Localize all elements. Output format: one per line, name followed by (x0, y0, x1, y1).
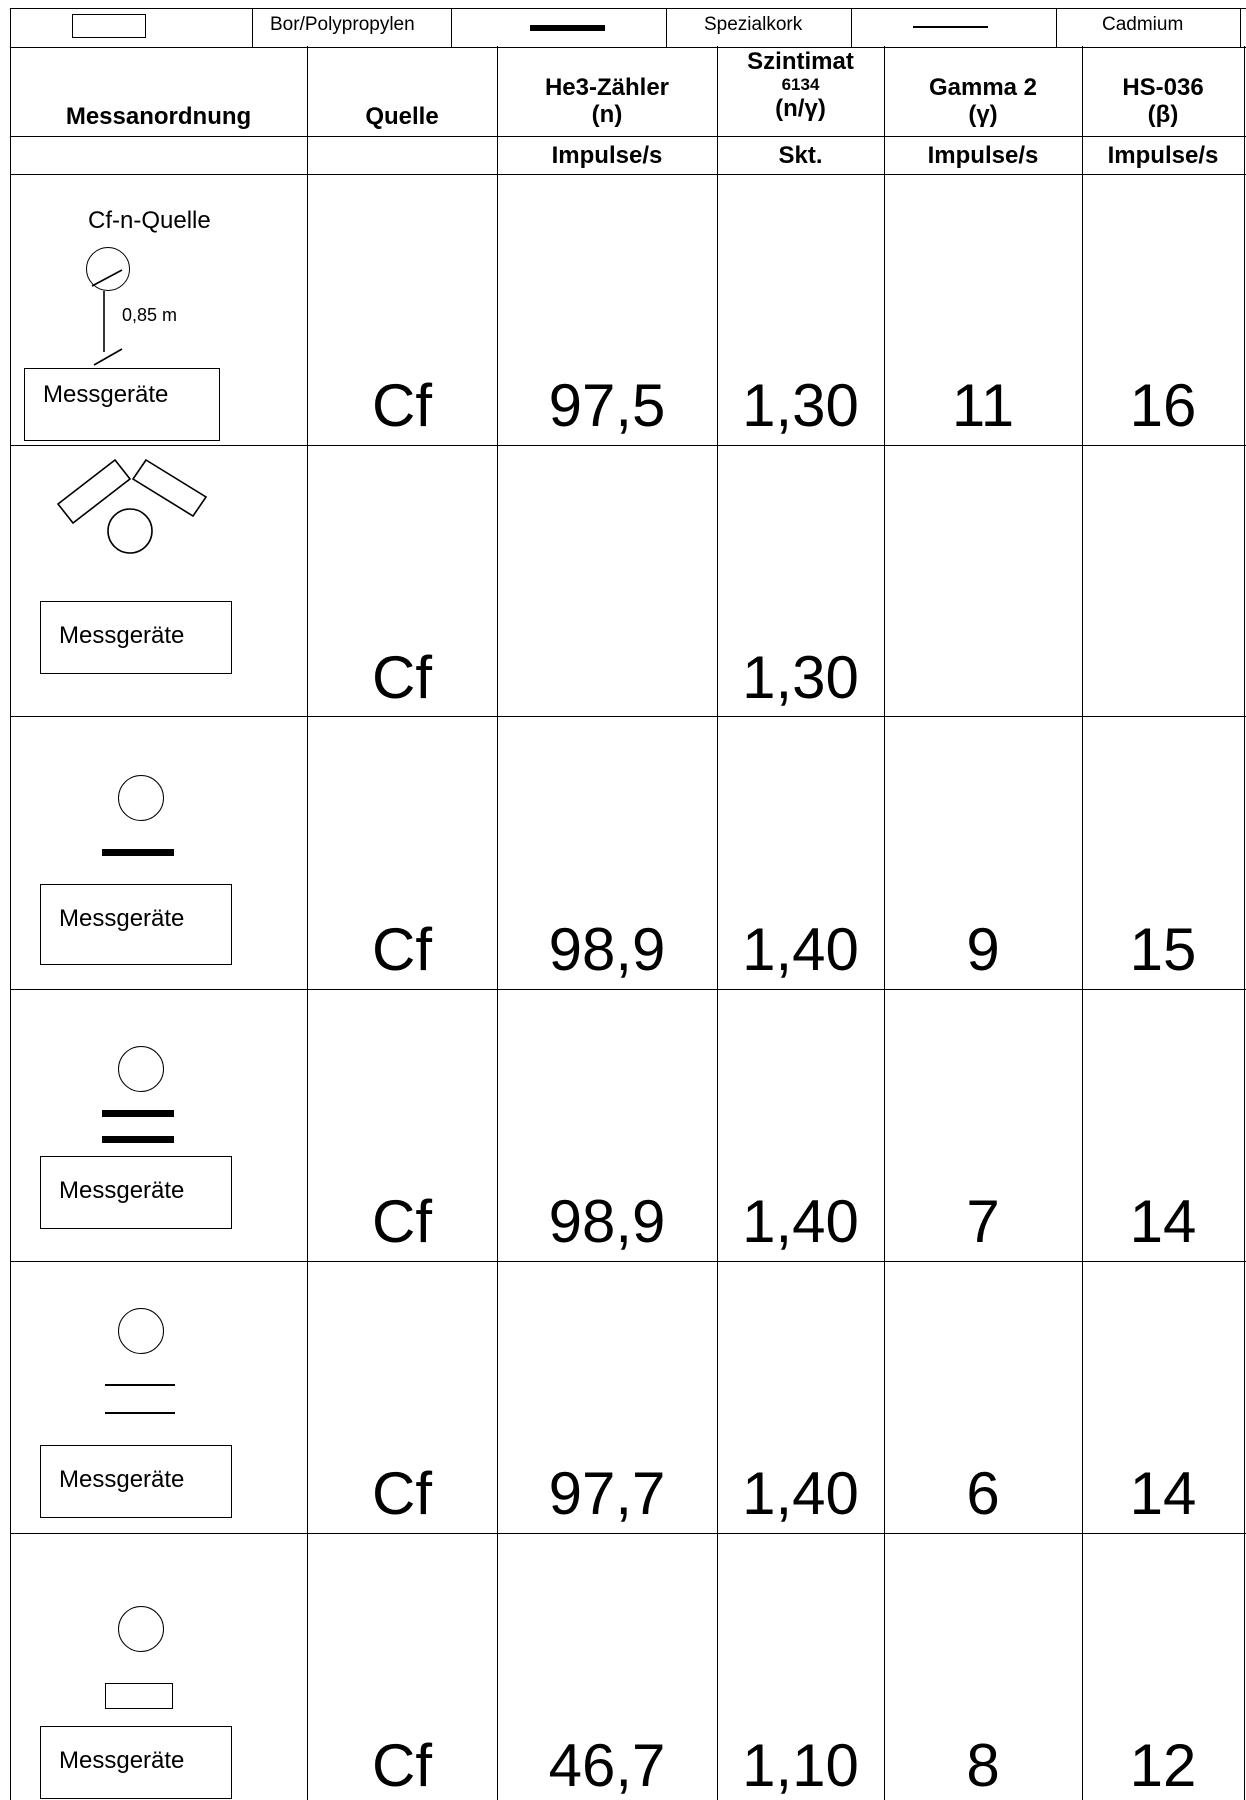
row-divider (10, 1533, 1246, 1534)
legend-label-cadmium: Cadmium (1102, 14, 1184, 35)
legend-divider (1056, 9, 1057, 47)
header-hs-sub: (β) (1147, 101, 1179, 128)
header-quelle: Quelle (365, 103, 439, 130)
header-messanordnung: Messanordnung (65, 103, 252, 130)
header-he3-sub: (n) (591, 101, 623, 128)
header-gamma-title: Gamma 2 (928, 74, 1038, 101)
row-divider (10, 1261, 1246, 1262)
legend-symbol-bor-rectangle (72, 14, 146, 38)
header-szintimat-model: 6134 (781, 75, 820, 94)
cell-hs: 16 (1129, 372, 1197, 439)
cell-he3: 97,7 (548, 1460, 666, 1527)
cell-szintimat: 1,30 (742, 644, 859, 711)
legend-divider (1240, 9, 1241, 47)
instruments-box (24, 368, 220, 441)
cell-szintimat: 1,40 (742, 1460, 859, 1527)
source-circle (118, 1606, 164, 1652)
cell-quelle: Cf (372, 372, 432, 439)
cell-gamma: 7 (966, 1188, 1000, 1255)
cell-szintimat: 1,40 (742, 1188, 859, 1255)
legend-divider (10, 9, 11, 47)
row-divider (10, 989, 1246, 990)
instruments-label: Messgeräte (59, 1747, 185, 1774)
legend-symbol-spezialkork-thick-line (530, 25, 605, 31)
cell-gamma: 6 (966, 1460, 1000, 1527)
instruments-box (40, 1726, 232, 1799)
source-circle (118, 1046, 164, 1092)
legend-divider (451, 9, 452, 47)
cell-hs: 14 (1129, 1188, 1197, 1255)
legend-label-spezialkork: Spezialkork (704, 14, 803, 35)
distance-label: 0,85 m (122, 305, 178, 325)
legend-divider (666, 9, 667, 47)
header-szintimat-title: Szintimat (747, 48, 854, 75)
cell-quelle: Cf (372, 1460, 432, 1527)
cell-hs: 12 (1129, 1732, 1197, 1799)
cell-hs: 15 (1129, 916, 1197, 983)
header-he3-title: He3-Zähler (544, 74, 670, 101)
header-hs036 (1082, 74, 1244, 128)
spezialkork-plate (102, 849, 174, 856)
instruments-label: Messgeräte (59, 905, 185, 932)
header-he3-zaehler (497, 74, 717, 128)
unit-gamma: Impulse/s (927, 142, 1039, 169)
tilted-plates (10, 445, 307, 565)
cell-szintimat: 1,40 (742, 916, 859, 983)
instruments-label: Messgeräte (59, 622, 185, 649)
cell-he3: 98,9 (548, 1188, 666, 1255)
cell-he3: 98,9 (548, 916, 666, 983)
cell-gamma: 8 (966, 1732, 1000, 1799)
cell-szintimat: 1,30 (742, 372, 859, 439)
unit-hs: Impulse/s (1107, 142, 1219, 169)
header-gamma-sub: (γ) (968, 101, 998, 128)
header-szintimat (717, 48, 884, 122)
spezialkork-plate (102, 1110, 174, 1117)
legend-strip (10, 8, 1246, 48)
legend-divider (851, 9, 852, 47)
source-label: Cf-n-Quelle (88, 207, 211, 234)
instruments-label: Messgeräte (43, 381, 169, 408)
cell-szintimat: 1,10 (742, 1732, 859, 1799)
instruments-box (40, 1156, 232, 1229)
legend-divider (252, 9, 253, 47)
cell-gamma: 11 (951, 372, 1015, 439)
instruments-label: Messgeräte (59, 1177, 185, 1204)
unit-he3: Impulse/s (551, 142, 663, 169)
cadmium-sheet (105, 1384, 175, 1386)
cadmium-sheet (105, 1412, 175, 1414)
cell-he3: 46,7 (548, 1732, 666, 1799)
instruments-box (40, 1445, 232, 1518)
cell-he3: 97,5 (548, 372, 666, 439)
spezialkork-plate (102, 1136, 174, 1143)
unit-szintimat: Skt. (778, 142, 823, 169)
bor-polypropylen-plate (105, 1683, 173, 1709)
legend-label-bor-polypropylen: Bor/Polypropylen (270, 14, 415, 35)
header-szintimat-sub: (n/γ) (775, 95, 826, 122)
header-hs-title: HS-036 (1122, 74, 1204, 101)
measurement-table (10, 46, 1246, 1800)
cell-quelle: Cf (372, 1188, 432, 1255)
source-circle (118, 775, 164, 821)
cell-gamma: 9 (966, 916, 1000, 983)
cell-hs: 14 (1129, 1460, 1197, 1527)
header-gamma2 (884, 74, 1082, 128)
cell-quelle: Cf (372, 1732, 432, 1799)
instruments-box (40, 601, 232, 674)
cell-quelle: Cf (372, 916, 432, 983)
instruments-label: Messgeräte (59, 1466, 185, 1493)
row-divider (10, 716, 1246, 717)
table-border-right (1244, 46, 1245, 1800)
source-circle (118, 1308, 164, 1354)
cell-quelle: Cf (372, 644, 432, 711)
legend-symbol-cadmium-thin-line (913, 26, 988, 28)
instruments-box (40, 884, 232, 965)
